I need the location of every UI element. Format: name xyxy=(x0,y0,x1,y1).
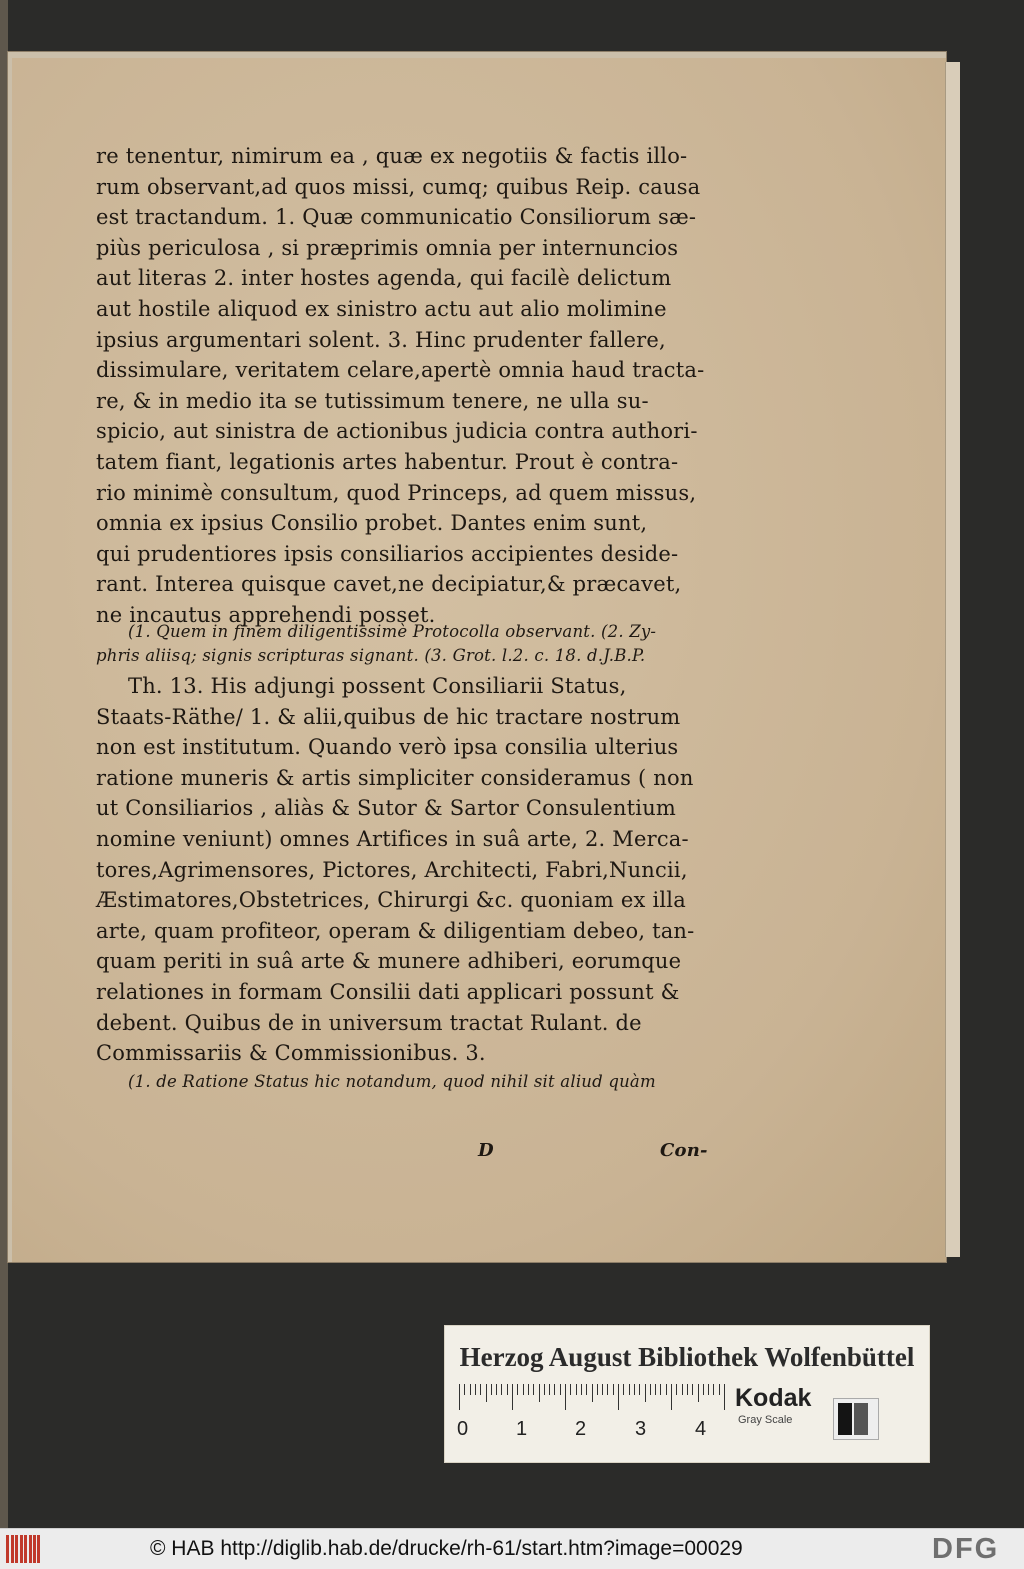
ruler-tick xyxy=(480,1384,481,1395)
ruler-tick xyxy=(560,1384,561,1395)
text-line: tatem fiant, legationis artes habentur. Prout è contra- xyxy=(96,450,679,474)
text-line: Th. 13. His adjungi possent Consiliarii Status, xyxy=(128,674,627,698)
footnote-line: phris aliisq; signis scripturas signant. (3. Grot. l.2. c. 18. d.J.B.P. xyxy=(96,646,646,665)
text-line: Æstimatores,Obstetrices, Chirurgi &c. quoniam ex illa xyxy=(96,888,686,913)
text-line: Commissariis & Commissionibus. 3. xyxy=(96,1041,486,1066)
ruler-tick xyxy=(692,1384,693,1395)
ruler-tick xyxy=(592,1384,593,1402)
ruler-tick xyxy=(671,1384,672,1410)
text-line: qui prudentiores ipsis consiliarios accipientes deside- xyxy=(96,541,679,566)
ruler-tick xyxy=(501,1384,502,1395)
ruler-tick xyxy=(645,1384,646,1402)
dfg-logo: DFG xyxy=(932,1533,1000,1565)
ruler-tick xyxy=(655,1384,656,1395)
ruler-number: 2 xyxy=(575,1418,587,1440)
ruler-tick xyxy=(512,1384,513,1410)
footer-copyright-link[interactable]: © HAB http://diglib.hab.de/drucke/rh-61/start.htm?image=00029 xyxy=(150,1537,743,1560)
ruler-tick xyxy=(650,1384,651,1395)
page-edge-strip xyxy=(945,62,960,1257)
logo-bar xyxy=(24,1535,27,1563)
ruler-tick xyxy=(607,1384,608,1395)
ruler-tick xyxy=(549,1384,550,1395)
ruler-tick xyxy=(623,1384,624,1395)
logo-bar xyxy=(20,1535,23,1563)
text-line: rant. Interea quisque cavet,ne decipiatur,& præcavet, xyxy=(96,572,682,597)
text-line: aut literas 2. inter hostes agenda, qui facilè delictum xyxy=(96,266,672,291)
gray-patch xyxy=(854,1403,868,1435)
ruler-tick xyxy=(539,1384,540,1402)
text-line: ipsius argumentari solent. 3. Hinc prudenter fallere, xyxy=(96,327,666,352)
ruler-tick xyxy=(660,1384,661,1395)
text-line: ut Consiliarios , aliàs & Sutor & Sartor Consulentium xyxy=(96,796,677,821)
ruler-tick xyxy=(496,1384,497,1395)
ruler-tick xyxy=(597,1384,598,1395)
text-line: quam periti in suâ arte & munere adhiberi, eorumque xyxy=(96,949,682,974)
book-page xyxy=(8,52,946,1262)
ruler xyxy=(459,1384,725,1410)
ruler-tick xyxy=(464,1384,465,1395)
text-line: debent. Quibus de in universum tractat Rulant. de xyxy=(96,1010,642,1035)
ruler-tick xyxy=(666,1384,667,1395)
text-line: re, & in medio ita se tutissimum tenere, ne ulla su- xyxy=(96,388,649,413)
footer-bar xyxy=(0,1528,1024,1569)
logo-bar xyxy=(37,1535,40,1563)
text-line: rum observant,ad quos missi, cumq; quibus Reip. causa xyxy=(96,174,701,199)
library-name: Herzog August Bibliothek Wolfenbüttel xyxy=(459,1342,915,1372)
ruler-number: 3 xyxy=(635,1418,647,1440)
text-line: dissimulare, veritatem celare,apertè omnia haud tracta- xyxy=(96,358,705,383)
ruler-tick xyxy=(602,1384,603,1395)
ruler-tick xyxy=(613,1384,614,1395)
ruler-tick xyxy=(570,1384,571,1395)
ruler-tick xyxy=(724,1384,725,1410)
logo-bar xyxy=(33,1535,36,1563)
ruler-tick xyxy=(639,1384,640,1395)
ruler-tick xyxy=(491,1384,492,1395)
text-line: rio minimè consultum, quod Princeps, ad quem missus, xyxy=(96,480,697,505)
ruler-number: 4 xyxy=(695,1418,707,1440)
book-edge xyxy=(0,0,8,1528)
text-line: omnia ex ipsius Consilio probet. Dantes enim sunt, xyxy=(96,511,648,536)
text-line: Staats-Räthe/ 1. & alii,quibus de hic tractare nostrum xyxy=(96,704,681,729)
ruler-tick xyxy=(687,1384,688,1395)
black-patch xyxy=(838,1403,852,1435)
ruler-tick xyxy=(470,1384,471,1395)
text-line: est tractandum. 1. Quæ communicatio Consiliorum sæ- xyxy=(96,205,697,230)
text-line: spicio, aut sinistra de actionibus judicia contra authori- xyxy=(96,419,698,444)
kodak-logo: Kodak xyxy=(735,1384,812,1412)
logo-bar xyxy=(15,1535,18,1563)
logo-bar xyxy=(6,1535,9,1563)
ruler-tick xyxy=(676,1384,677,1395)
text-line: ne incautus apprehendi posset. xyxy=(96,603,436,627)
ruler-tick xyxy=(703,1384,704,1395)
ruler-number: 0 xyxy=(457,1418,469,1440)
footnote-line: (1. Quem in finem diligentissimè Protocolla observant. (2. Zy- xyxy=(128,622,657,641)
ruler-tick xyxy=(507,1384,508,1395)
ruler-tick xyxy=(719,1384,720,1395)
text-line: relationes in formam Consilii dati applicari possunt & xyxy=(96,980,680,1004)
ruler-tick xyxy=(682,1384,683,1395)
ruler-tick xyxy=(533,1384,534,1395)
ruler-tick xyxy=(581,1384,582,1395)
catchword: Con- xyxy=(660,1140,708,1161)
ruler-tick xyxy=(565,1384,566,1410)
ruler-tick xyxy=(634,1384,635,1395)
ruler-tick xyxy=(554,1384,555,1395)
ruler-tick xyxy=(618,1384,619,1410)
ruler-tick xyxy=(517,1384,518,1395)
text-line: aut hostile aliquod ex sinistro actu aut alio molimine xyxy=(96,297,667,321)
text-line: nomine veniunt) omnes Artifices in suâ arte, 2. Merca- xyxy=(96,827,689,851)
ruler-tick xyxy=(544,1384,545,1395)
logo-bar xyxy=(11,1535,14,1563)
ruler-tick xyxy=(523,1384,524,1395)
text-line: non est institutum. Quando verò ipsa consilia ulterius xyxy=(96,735,679,760)
color-reference-bar xyxy=(444,1325,930,1463)
ruler-tick xyxy=(486,1384,487,1402)
footnote-line: (1. de Ratione Status hic notandum, quod nihil sit aliud quàm xyxy=(128,1072,656,1091)
signature-mark: D xyxy=(478,1140,494,1161)
text-line: arte, quam profiteor, operam & diligentiam debeo, tan- xyxy=(96,918,695,943)
ruler-tick xyxy=(459,1384,460,1410)
barcode-logo-icon xyxy=(6,1535,40,1563)
text-line: re tenentur, nimirum ea , quæ ex negotiis & factis illo- xyxy=(96,144,688,168)
gray-swatch xyxy=(833,1398,879,1440)
text-line: ratione muneris & artis simpliciter consideramus ( non xyxy=(96,765,694,790)
gray-scale-label: Gray Scale xyxy=(738,1414,793,1426)
ruler-tick xyxy=(586,1384,587,1395)
ruler-tick xyxy=(475,1384,476,1395)
ruler-tick xyxy=(713,1384,714,1395)
ruler-tick xyxy=(708,1384,709,1395)
ruler-tick xyxy=(576,1384,577,1395)
ruler-tick xyxy=(629,1384,630,1395)
ruler-tick xyxy=(528,1384,529,1395)
text-line: piùs periculosa , si præprimis omnia per internuncios xyxy=(96,235,679,260)
logo-bar xyxy=(29,1535,32,1563)
ruler-number: 1 xyxy=(516,1418,528,1440)
text-line: tores,Agrimensores, Pictores, Architecti, Fabri,Nuncii, xyxy=(96,857,688,882)
ruler-tick xyxy=(698,1384,699,1402)
